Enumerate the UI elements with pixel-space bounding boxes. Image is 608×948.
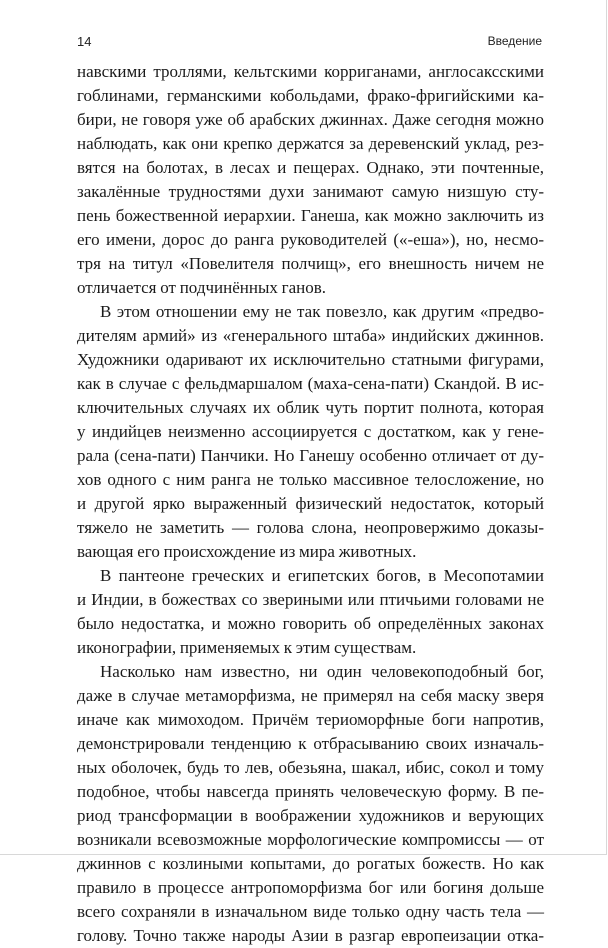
text-line: закалённые трудностями духи занимают самую низшую сту- xyxy=(77,182,544,201)
text-line: ных оболочек, будь то лев, обезьяна, шакал, ибис, сокол и тому xyxy=(77,758,544,777)
text-line: риод трансформации в воображении художников и верующих xyxy=(77,806,544,825)
text-line: всего сохраняли в изначальном виде только одну часть тела — xyxy=(77,902,544,921)
text-line: джиннов с козлиными копытами, до рогатых божеств. Но как xyxy=(77,854,544,873)
page-number: 14 xyxy=(77,34,92,49)
text-line: и Индии, в божествах со звериными или птичьими головами не xyxy=(77,590,544,609)
text-line: тря на титул «Повелителя полчищ», его внешность ничем не xyxy=(77,254,544,273)
body-text xyxy=(77,60,544,948)
paragraph-first-line: В пантеоне греческих и египетских богов, в Месопотамии xyxy=(100,566,544,585)
text-line: рала (сена-пати) Панчики. Но Ганешу особенно отличает от ду- xyxy=(77,446,544,465)
text-line: хов одного с ним ранга не только массивное телосложение, но xyxy=(77,470,544,489)
running-head xyxy=(77,34,542,52)
text-line: наблюдать, как они крепко держатся за деревенский уклад, рез- xyxy=(77,134,544,153)
text-line: как в случае с фельдмаршалом (маха-сена-пати) Скандой. В ис- xyxy=(77,374,544,393)
text-line: голову. Точно также народы Азии в разгар европеизации отка- xyxy=(77,926,544,945)
paragraph-first-line: В этом отношении ему не так повезло, как другим «предво- xyxy=(100,302,544,321)
text-line: и другой ярко выраженный физический недостаток, который xyxy=(77,494,544,513)
text-line: возникали всевозможные морфологические компромиссы — от xyxy=(77,830,544,849)
paragraph-first-line: Насколько нам известно, ни один человекоподобный бог, xyxy=(100,662,544,681)
text-line: демонстрировали тенденцию к отбрасыванию своих изначаль- xyxy=(77,734,544,753)
text-line: отличается от подчинённых ганов. xyxy=(77,278,327,297)
text-line: даже в случае метаморфизма, не примерял на себя маску зверя xyxy=(77,686,544,705)
text-line: гоблинами, германскими кобольдами, фрако-фригийскими ка- xyxy=(77,86,544,105)
text-line: его имени, дорос до ранга руководителей («-еша»), но, несмо- xyxy=(77,230,544,249)
text-line: подобное, чтобы навсегда принять человеческую форму. В пе- xyxy=(77,782,544,801)
text-line: навскими троллями, кельтскими корриганами, англосаксскими xyxy=(77,62,544,81)
text-line: вающая его происхождение из мира животных. xyxy=(77,542,417,561)
section-title: Введение xyxy=(487,34,542,48)
text-line: ключительных случаях их облик чуть портит полнота, которая xyxy=(77,398,544,417)
text-line: вятся на болотах, в лесах и пещерах. Однако, эти почтенные, xyxy=(77,158,544,177)
text-line: иконографии, применяемых к этим существам. xyxy=(77,638,417,657)
text-line: было недостатка, и можно говорить об определённых законах xyxy=(77,614,544,633)
text-line: правило в процессе антропоморфизма бог или богиня дольше xyxy=(77,878,544,897)
text-line: пень божественной иерархии. Ганеша, как можно заключить из xyxy=(77,206,544,225)
text-line: дителям армий» из «генерального штаба» индийских джиннов. xyxy=(77,326,544,345)
text-line: бири, не говоря уже об арабских джиннах. Даже сегодня можно xyxy=(77,110,544,129)
text-line: иначе как мимоходом. Причём териоморфные боги напротив, xyxy=(77,710,544,729)
text-line: Художники одаривают их исключительно статными фигурами, xyxy=(77,350,544,369)
text-line: тяжело не заметить — голова слона, неопровержимо доказы- xyxy=(77,518,544,537)
text-line: у индийцев неизменно ассоциируется с достатком, как у гене- xyxy=(77,422,544,441)
